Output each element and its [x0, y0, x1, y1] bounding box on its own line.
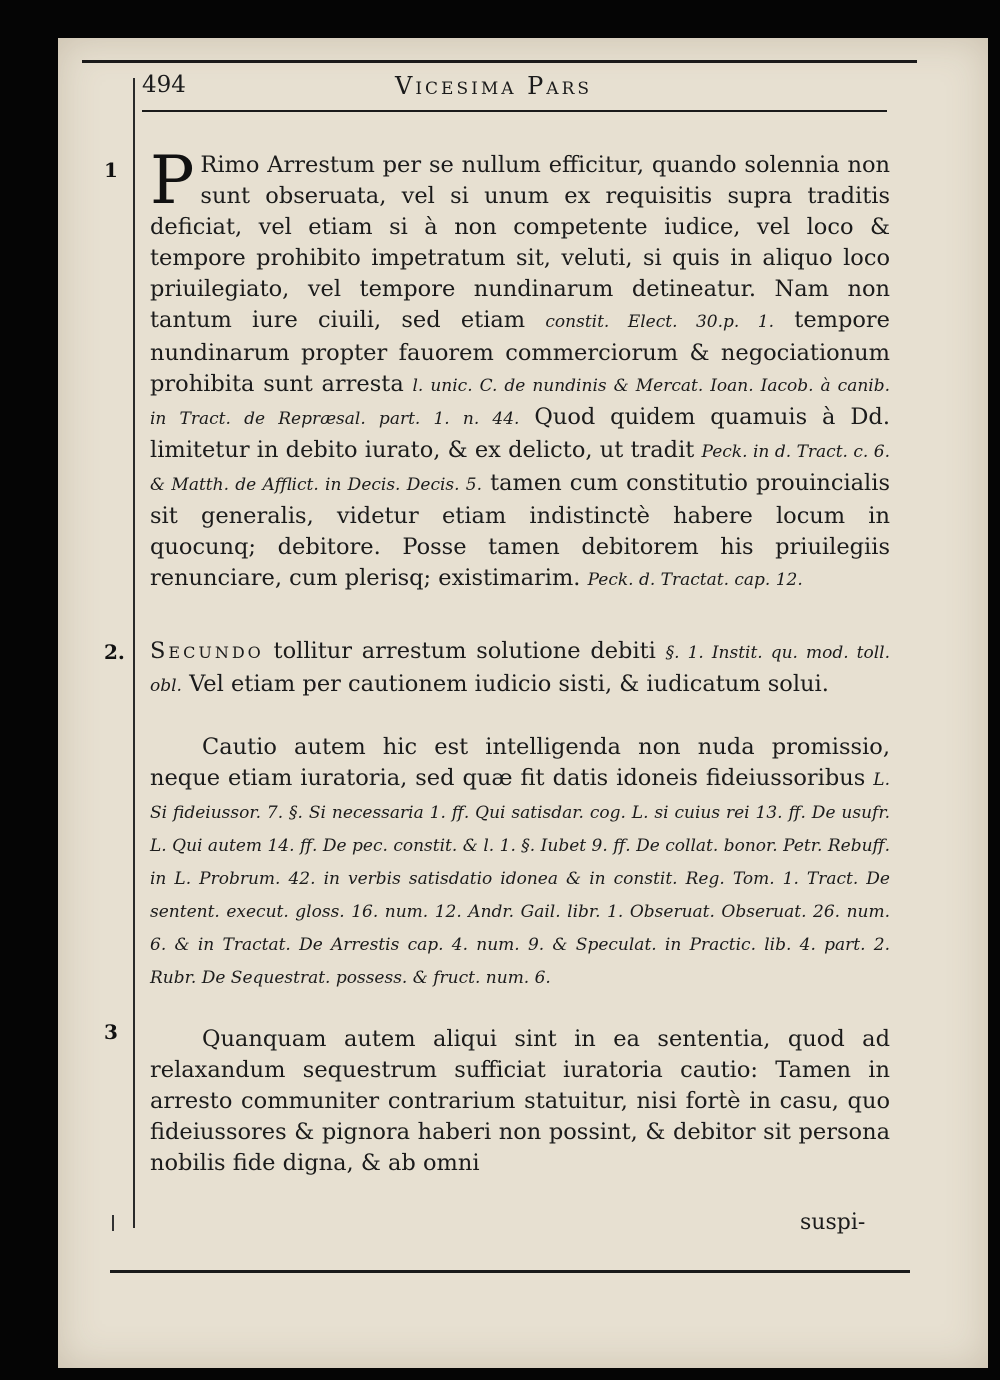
para4-text-a: Quanquam autem aliqui sint in ea sententia, quod ad relaxandum sequestrum sufficiat iuratoria cautio: Tamen in arresto communiter contrarium statuitur, nisi fortè in casu, quo fideiussores & pignora haberi non possint, & debitor sit persona nobilis fide digna, & ab omni [150, 1026, 890, 1176]
margin-number-3: 3 [104, 1020, 118, 1044]
para1-citation-a: constit. Elect. 30.p. 1. [545, 312, 775, 332]
para1-citation-b: l. unic. C. de nundinis & Mercat. Ioan. Iacob. à canib. in Tract. de Repræsal. part. 1. n. 44. [150, 376, 890, 429]
margin-number-2: 2. [104, 640, 125, 664]
margin-tick [112, 1215, 114, 1231]
para1-text-b: tempore nundinarum propter fauorem commerciorum & negociationum prohibita sunt arresta [150, 307, 890, 397]
paragraph-4 [150, 1024, 890, 1179]
paragraph-2 [150, 636, 890, 702]
catchword: suspi- [800, 1210, 866, 1235]
para1-text-d: tamen cum constitutio prouincialis sit generalis, videtur etiam indistinctè habere locum in quocunq; debitore. Posse tamen debitorem his priuilegiis renunciare, cum plerisq; existimarim. [150, 470, 890, 591]
para3-citation-a: L. Si fideiussor. 7. §. Si necessaria 1. ff. Qui satisdar. cog. L. si cuius rei 13. ff. De usufr. L. Qui autem 14. ff. De pec. constit. & l. 1. §. Iubet 9. ff. De collat. bonor. Petr. Rebuff. in L. Probrum. 42. in verbis satisdatio idonea & in constit. Reg. Tom. 1. Tract. De sentent. execut. gloss. 16. num. 12. Andr. Gail. libr. 1. Obseruat. Obseruat. 26. num. 6. & in Tractat. De Arrestis cap. 4. num. 9. & Speculat. in Practic. lib. 4. part. 2. Rubr. De Sequestrat. possess. & fruct. num. 6. [150, 770, 890, 988]
page-number: 494 [142, 72, 186, 98]
para1-text-c: Quod quidem quamuis à Dd. limitetur in debito iurato, & ex delicto, ut tradit [150, 404, 890, 463]
header-rule [142, 110, 887, 112]
para1-citation-c: Peck. in d. Tract. c. 6. & Matth. de Afflict. in Decis. Decis. 5. [150, 442, 891, 495]
para1-citation-d: Peck. d. Tractat. cap. 12. [587, 570, 803, 590]
para1-text-a: Rimo Arrestum per se nullum efficitur, quando solennia non sunt obseruata, vel si unum ex requisitis supra traditis deficiat, vel etiam si à non competente iudice, vel loco & tempore prohibito impetratum sit, veluti, si quis in aliquo loco priuilegiato, vel tempore nundinarum detineatur. Nam non tantum iure ciuili, sed etiam [150, 152, 890, 333]
running-title: Vicesima Pars [395, 72, 593, 100]
margin-rule [133, 78, 135, 1228]
top-rule [82, 60, 917, 63]
para2-text-b: Vel etiam per cautionem iudicio sisti, & iudicatum solui. [181, 671, 829, 697]
para2-lead: Secundo [150, 638, 264, 664]
para2-citation-a: §. 1. Instit. qu. mod. toll. obl. [150, 643, 890, 696]
paragraph-3 [150, 732, 890, 994]
para2-text-a: tollitur arrestum solutione debiti [263, 638, 666, 664]
bottom-rule [110, 1270, 910, 1273]
paragraph-1 [150, 142, 891, 596]
margin-number-1: 1 [104, 158, 118, 182]
para3-text-a: Cautio autem hic est intelligenda non nuda promissio, neque etiam iuratoria, sed quæ fit datis idoneis fideiussoribus [150, 734, 890, 791]
drop-cap: P [150, 142, 195, 219]
